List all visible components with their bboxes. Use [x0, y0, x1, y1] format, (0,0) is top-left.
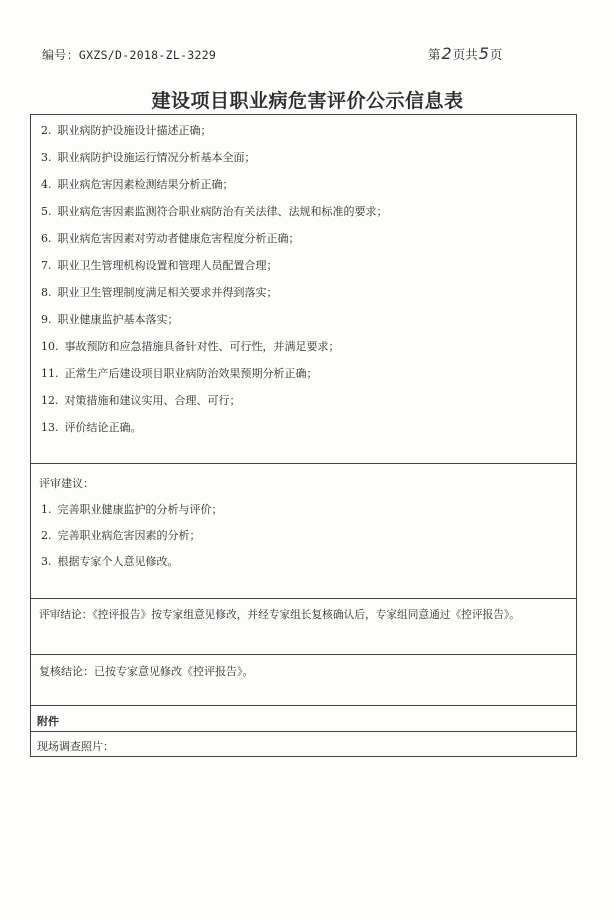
- site-photo-label: 现场调查照片：: [37, 740, 114, 753]
- review-item: 11. 正常生产后建设项目职业病防治效果预期分析正确；: [41, 367, 318, 380]
- suggestions-label: 评审建议：: [39, 477, 94, 490]
- document-number-value: GXZS/D-2018-ZL-3229: [78, 48, 217, 62]
- suggestion-item: 3. 根据专家个人意见修改。: [41, 555, 179, 568]
- document-number: [42, 46, 216, 63]
- review-conclusion-section: [31, 598, 576, 655]
- review-item: 7. 职业卫生管理机构设置和管理人员配置合理；: [41, 259, 278, 272]
- review-item: 5. 职业病危害因素监测符合职业病防治有关法律、法规和标准的要求；: [41, 205, 388, 218]
- review-item: 9. 职业健康监护基本落实；: [41, 313, 179, 326]
- page-mid: 页共: [452, 47, 478, 62]
- suggestions-section: [31, 463, 576, 599]
- page-suffix: 页: [489, 47, 503, 62]
- attachment-heading: 附件: [37, 715, 59, 728]
- page-prefix: 第: [428, 47, 441, 62]
- page-current: 2: [441, 44, 452, 63]
- review-item: 3. 职业病防护设施运行情况分析基本全面；: [41, 151, 256, 164]
- recheck-conclusion: 复核结论：已按专家意见修改《控评报告》。: [39, 665, 254, 678]
- review-conclusion: 评审结论：《控评报告》按专家组意见修改，并经专家组长复核确认后，专家组同意通过《控评报告》。: [39, 608, 520, 621]
- site-photo-section: [31, 731, 576, 757]
- review-item: 12. 对策措施和建议实用、合理、可行；: [41, 394, 241, 407]
- recheck-conclusion-section: [31, 654, 576, 706]
- review-items-section: [31, 115, 576, 463]
- review-item: 4. 职业病危害因素检测结果分析正确；: [41, 178, 234, 191]
- review-item: 13. 评价结论正确。: [41, 421, 142, 434]
- attachment-section: [31, 705, 576, 732]
- info-table: [30, 114, 577, 757]
- suggestion-item: 2. 完善职业病危害因素的分析；: [41, 529, 201, 542]
- page-total: 5: [478, 44, 489, 63]
- page-title: 建设项目职业病危害评价公示信息表: [151, 90, 464, 112]
- review-item: 6. 职业病危害因素对劳动者健康危害程度分析正确；: [41, 232, 300, 245]
- suggestion-item: 1. 完善职业健康监护的分析与评价；: [41, 503, 223, 516]
- page-indicator: [428, 44, 502, 63]
- review-item: 8. 职业卫生管理制度满足相关要求并得到落实；: [41, 286, 278, 299]
- document-number-label: 编号：: [42, 48, 79, 62]
- review-item: 10. 事故预防和应急措施具备针对性、可行性，并满足要求；: [41, 340, 340, 353]
- review-item: 2. 职业病防护设施设计描述正确；: [41, 124, 212, 137]
